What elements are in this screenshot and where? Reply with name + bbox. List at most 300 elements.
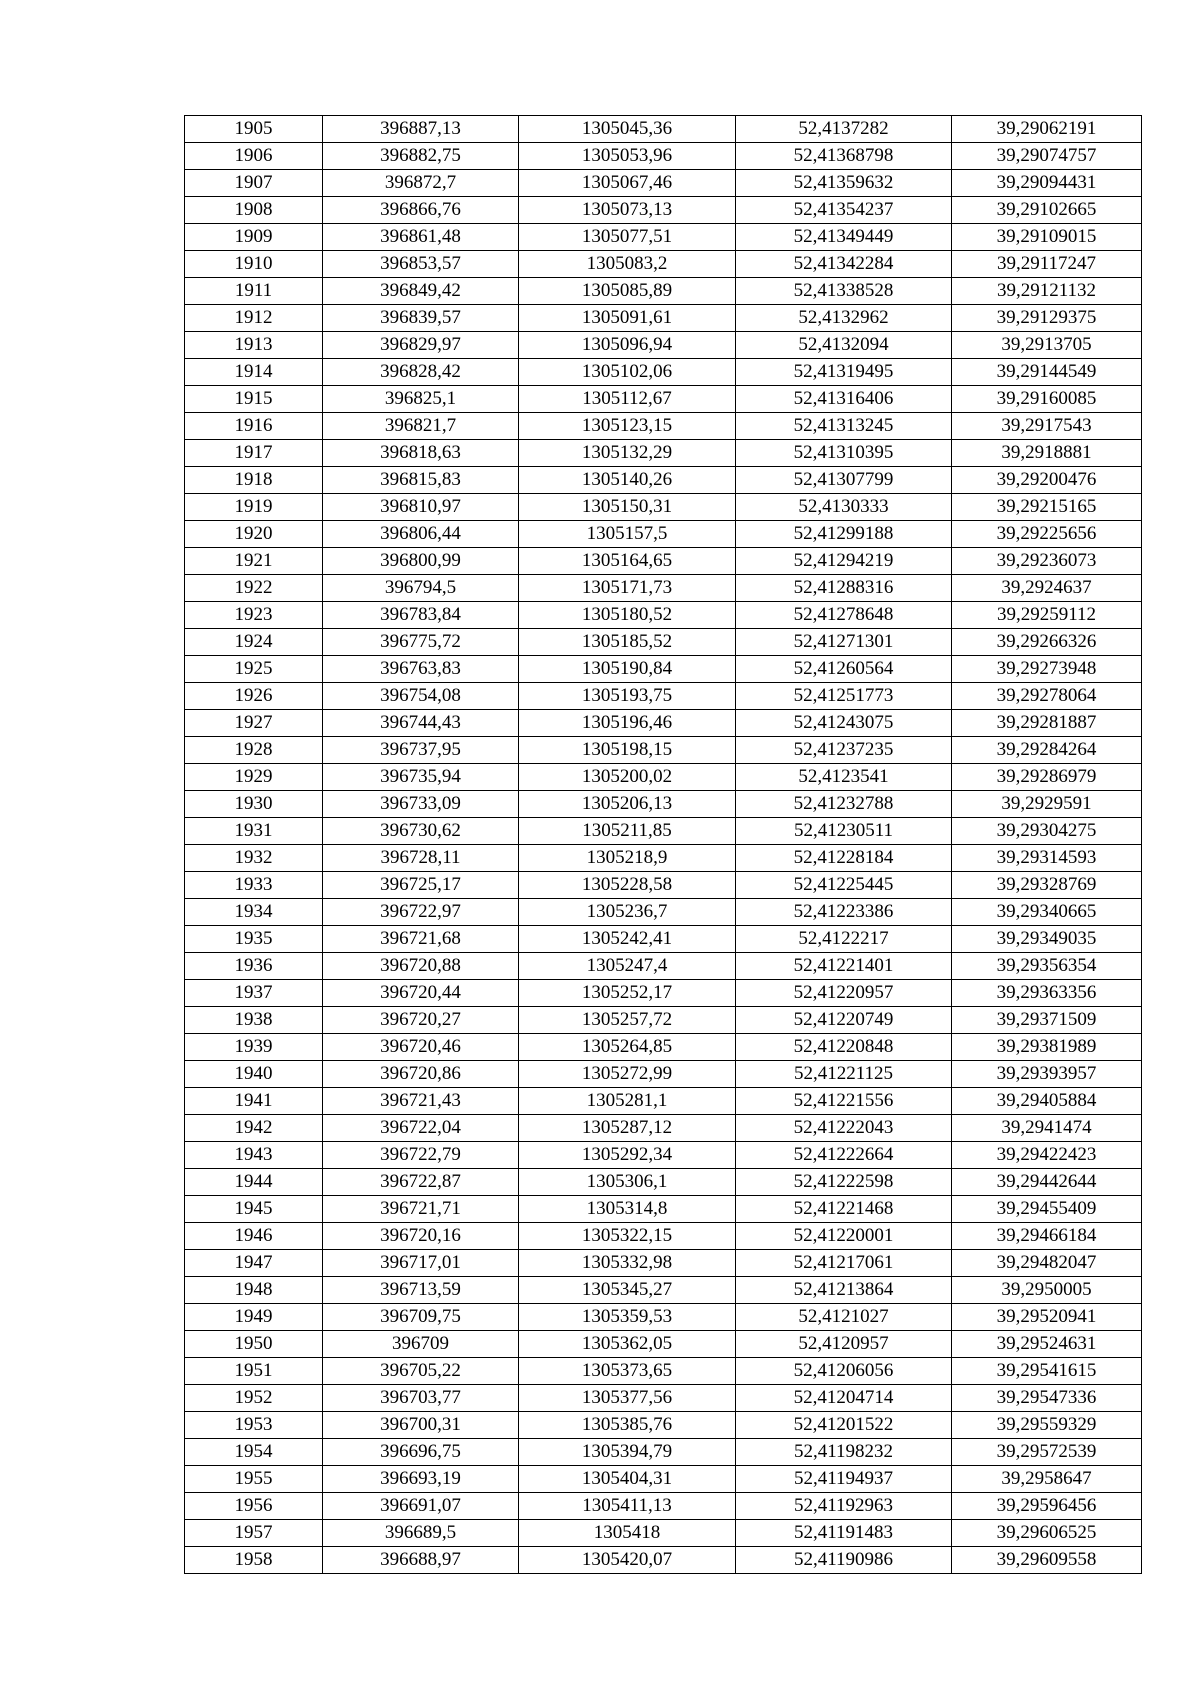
point-number-cell: 1924 <box>185 629 323 656</box>
point-number-cell: 1936 <box>185 953 323 980</box>
latitude-cell: 52,41225445 <box>736 872 952 899</box>
x-coordinate-cell: 396821,7 <box>323 413 519 440</box>
longitude-cell: 39,29422423 <box>952 1142 1142 1169</box>
longitude-cell: 39,29094431 <box>952 170 1142 197</box>
longitude-cell: 39,29393957 <box>952 1061 1142 1088</box>
latitude-cell: 52,41222043 <box>736 1115 952 1142</box>
y-coordinate-cell: 1305112,67 <box>519 386 736 413</box>
x-coordinate-cell: 396754,08 <box>323 683 519 710</box>
x-coordinate-cell: 396725,17 <box>323 872 519 899</box>
latitude-cell: 52,41271301 <box>736 629 952 656</box>
x-coordinate-cell: 396829,97 <box>323 332 519 359</box>
point-number-cell: 1927 <box>185 710 323 737</box>
x-coordinate-cell: 396810,97 <box>323 494 519 521</box>
longitude-cell: 39,29144549 <box>952 359 1142 386</box>
point-number-cell: 1934 <box>185 899 323 926</box>
table-row <box>185 197 1142 224</box>
point-number-cell: 1957 <box>185 1520 323 1547</box>
latitude-cell: 52,41230511 <box>736 818 952 845</box>
x-coordinate-cell: 396709,75 <box>323 1304 519 1331</box>
y-coordinate-cell: 1305083,2 <box>519 251 736 278</box>
y-coordinate-cell: 1305314,8 <box>519 1196 736 1223</box>
point-number-cell: 1918 <box>185 467 323 494</box>
table-row <box>185 1142 1142 1169</box>
x-coordinate-cell: 396744,43 <box>323 710 519 737</box>
point-number-cell: 1948 <box>185 1277 323 1304</box>
point-number-cell: 1946 <box>185 1223 323 1250</box>
y-coordinate-cell: 1305190,84 <box>519 656 736 683</box>
longitude-cell: 39,2929591 <box>952 791 1142 818</box>
longitude-cell: 39,29340665 <box>952 899 1142 926</box>
table-row <box>185 413 1142 440</box>
latitude-cell: 52,41278648 <box>736 602 952 629</box>
y-coordinate-cell: 1305242,41 <box>519 926 736 953</box>
longitude-cell: 39,29281887 <box>952 710 1142 737</box>
longitude-cell: 39,29102665 <box>952 197 1142 224</box>
table-row <box>185 1169 1142 1196</box>
x-coordinate-cell: 396722,04 <box>323 1115 519 1142</box>
x-coordinate-cell: 396722,79 <box>323 1142 519 1169</box>
x-coordinate-cell: 396839,57 <box>323 305 519 332</box>
table-row <box>185 980 1142 1007</box>
longitude-cell: 39,29547336 <box>952 1385 1142 1412</box>
table-row <box>185 1196 1142 1223</box>
x-coordinate-cell: 396733,09 <box>323 791 519 818</box>
table-row <box>185 1412 1142 1439</box>
x-coordinate-cell: 396849,42 <box>323 278 519 305</box>
longitude-cell: 39,29609558 <box>952 1547 1142 1574</box>
longitude-cell: 39,29278064 <box>952 683 1142 710</box>
latitude-cell: 52,41194937 <box>736 1466 952 1493</box>
x-coordinate-cell: 396709 <box>323 1331 519 1358</box>
longitude-cell: 39,29442644 <box>952 1169 1142 1196</box>
x-coordinate-cell: 396688,97 <box>323 1547 519 1574</box>
latitude-cell: 52,4132962 <box>736 305 952 332</box>
y-coordinate-cell: 1305171,73 <box>519 575 736 602</box>
point-number-cell: 1908 <box>185 197 323 224</box>
point-number-cell: 1929 <box>185 764 323 791</box>
latitude-cell: 52,41243075 <box>736 710 952 737</box>
longitude-cell: 39,29520941 <box>952 1304 1142 1331</box>
table-row <box>185 710 1142 737</box>
x-coordinate-cell: 396828,42 <box>323 359 519 386</box>
y-coordinate-cell: 1305247,4 <box>519 953 736 980</box>
table-row <box>185 494 1142 521</box>
x-coordinate-cell: 396720,46 <box>323 1034 519 1061</box>
table-row <box>185 1223 1142 1250</box>
table-row <box>185 1088 1142 1115</box>
point-number-cell: 1917 <box>185 440 323 467</box>
x-coordinate-cell: 396815,83 <box>323 467 519 494</box>
y-coordinate-cell: 1305322,15 <box>519 1223 736 1250</box>
point-number-cell: 1937 <box>185 980 323 1007</box>
table-row <box>185 1385 1142 1412</box>
y-coordinate-cell: 1305140,26 <box>519 467 736 494</box>
x-coordinate-cell: 396818,63 <box>323 440 519 467</box>
x-coordinate-cell: 396730,62 <box>323 818 519 845</box>
latitude-cell: 52,41198232 <box>736 1439 952 1466</box>
latitude-cell: 52,41190986 <box>736 1547 952 1574</box>
point-number-cell: 1939 <box>185 1034 323 1061</box>
x-coordinate-cell: 396720,88 <box>323 953 519 980</box>
longitude-cell: 39,2941474 <box>952 1115 1142 1142</box>
latitude-cell: 52,41319495 <box>736 359 952 386</box>
latitude-cell: 52,41223386 <box>736 899 952 926</box>
x-coordinate-cell: 396861,48 <box>323 224 519 251</box>
y-coordinate-cell: 1305067,46 <box>519 170 736 197</box>
y-coordinate-cell: 1305102,06 <box>519 359 736 386</box>
longitude-cell: 39,29482047 <box>952 1250 1142 1277</box>
table-row <box>185 683 1142 710</box>
latitude-cell: 52,41237235 <box>736 737 952 764</box>
longitude-cell: 39,29215165 <box>952 494 1142 521</box>
latitude-cell: 52,4120957 <box>736 1331 952 1358</box>
latitude-cell: 52,41204714 <box>736 1385 952 1412</box>
point-number-cell: 1951 <box>185 1358 323 1385</box>
latitude-cell: 52,41232788 <box>736 791 952 818</box>
table-row <box>185 440 1142 467</box>
point-number-cell: 1932 <box>185 845 323 872</box>
table-row <box>185 224 1142 251</box>
longitude-cell: 39,29286979 <box>952 764 1142 791</box>
table-row <box>185 845 1142 872</box>
longitude-cell: 39,29328769 <box>952 872 1142 899</box>
y-coordinate-cell: 1305196,46 <box>519 710 736 737</box>
longitude-cell: 39,2958647 <box>952 1466 1142 1493</box>
longitude-cell: 39,29236073 <box>952 548 1142 575</box>
longitude-cell: 39,29304275 <box>952 818 1142 845</box>
longitude-cell: 39,29273948 <box>952 656 1142 683</box>
y-coordinate-cell: 1305218,9 <box>519 845 736 872</box>
table-row <box>185 818 1142 845</box>
y-coordinate-cell: 1305411,13 <box>519 1493 736 1520</box>
table-row <box>185 1250 1142 1277</box>
table-row <box>185 899 1142 926</box>
longitude-cell: 39,29266326 <box>952 629 1142 656</box>
longitude-cell: 39,29349035 <box>952 926 1142 953</box>
longitude-cell: 39,2918881 <box>952 440 1142 467</box>
latitude-cell: 52,41342284 <box>736 251 952 278</box>
table-row <box>185 1466 1142 1493</box>
longitude-cell: 39,29381989 <box>952 1034 1142 1061</box>
point-number-cell: 1954 <box>185 1439 323 1466</box>
table-row <box>185 656 1142 683</box>
point-number-cell: 1952 <box>185 1385 323 1412</box>
latitude-cell: 52,41294219 <box>736 548 952 575</box>
longitude-cell: 39,29466184 <box>952 1223 1142 1250</box>
x-coordinate-cell: 396700,31 <box>323 1412 519 1439</box>
table-row <box>185 1061 1142 1088</box>
latitude-cell: 52,41221556 <box>736 1088 952 1115</box>
y-coordinate-cell: 1305345,27 <box>519 1277 736 1304</box>
table-row <box>185 1277 1142 1304</box>
table-row <box>185 1304 1142 1331</box>
point-number-cell: 1931 <box>185 818 323 845</box>
latitude-cell: 52,41359632 <box>736 170 952 197</box>
table-row <box>185 386 1142 413</box>
latitude-cell: 52,41307799 <box>736 467 952 494</box>
y-coordinate-cell: 1305281,1 <box>519 1088 736 1115</box>
point-number-cell: 1942 <box>185 1115 323 1142</box>
longitude-cell: 39,29314593 <box>952 845 1142 872</box>
y-coordinate-cell: 1305377,56 <box>519 1385 736 1412</box>
x-coordinate-cell: 396872,7 <box>323 170 519 197</box>
y-coordinate-cell: 1305085,89 <box>519 278 736 305</box>
latitude-cell: 52,41220957 <box>736 980 952 1007</box>
latitude-cell: 52,41299188 <box>736 521 952 548</box>
longitude-cell: 39,29596456 <box>952 1493 1142 1520</box>
point-number-cell: 1907 <box>185 170 323 197</box>
table-row <box>185 1493 1142 1520</box>
table-row <box>185 521 1142 548</box>
latitude-cell: 52,41368798 <box>736 143 952 170</box>
longitude-cell: 39,29572539 <box>952 1439 1142 1466</box>
x-coordinate-cell: 396735,94 <box>323 764 519 791</box>
point-number-cell: 1941 <box>185 1088 323 1115</box>
y-coordinate-cell: 1305198,15 <box>519 737 736 764</box>
latitude-cell: 52,4121027 <box>736 1304 952 1331</box>
y-coordinate-cell: 1305211,85 <box>519 818 736 845</box>
y-coordinate-cell: 1305418 <box>519 1520 736 1547</box>
table-row <box>185 116 1142 143</box>
latitude-cell: 52,41206056 <box>736 1358 952 1385</box>
longitude-cell: 39,29259112 <box>952 602 1142 629</box>
x-coordinate-cell: 396705,22 <box>323 1358 519 1385</box>
x-coordinate-cell: 396720,44 <box>323 980 519 1007</box>
point-number-cell: 1930 <box>185 791 323 818</box>
x-coordinate-cell: 396800,99 <box>323 548 519 575</box>
table-row <box>185 251 1142 278</box>
table-row <box>185 953 1142 980</box>
latitude-cell: 52,41316406 <box>736 386 952 413</box>
latitude-cell: 52,41338528 <box>736 278 952 305</box>
x-coordinate-cell: 396717,01 <box>323 1250 519 1277</box>
y-coordinate-cell: 1305362,05 <box>519 1331 736 1358</box>
y-coordinate-cell: 1305264,85 <box>519 1034 736 1061</box>
x-coordinate-cell: 396721,71 <box>323 1196 519 1223</box>
y-coordinate-cell: 1305045,36 <box>519 116 736 143</box>
x-coordinate-cell: 396794,5 <box>323 575 519 602</box>
longitude-cell: 39,29606525 <box>952 1520 1142 1547</box>
x-coordinate-cell: 396720,16 <box>323 1223 519 1250</box>
latitude-cell: 52,41201522 <box>736 1412 952 1439</box>
y-coordinate-cell: 1305332,98 <box>519 1250 736 1277</box>
point-number-cell: 1909 <box>185 224 323 251</box>
latitude-cell: 52,41251773 <box>736 683 952 710</box>
y-coordinate-cell: 1305373,65 <box>519 1358 736 1385</box>
latitude-cell: 52,41228184 <box>736 845 952 872</box>
point-number-cell: 1925 <box>185 656 323 683</box>
longitude-cell: 39,29109015 <box>952 224 1142 251</box>
latitude-cell: 52,41220749 <box>736 1007 952 1034</box>
x-coordinate-cell: 396722,87 <box>323 1169 519 1196</box>
y-coordinate-cell: 1305228,58 <box>519 872 736 899</box>
table-row <box>185 305 1142 332</box>
x-coordinate-cell: 396775,72 <box>323 629 519 656</box>
table-row <box>185 143 1142 170</box>
table-row <box>185 359 1142 386</box>
latitude-cell: 52,41222664 <box>736 1142 952 1169</box>
table-row <box>185 332 1142 359</box>
table-row <box>185 1331 1142 1358</box>
point-number-cell: 1953 <box>185 1412 323 1439</box>
y-coordinate-cell: 1305164,65 <box>519 548 736 575</box>
point-number-cell: 1950 <box>185 1331 323 1358</box>
longitude-cell: 39,29455409 <box>952 1196 1142 1223</box>
table-row <box>185 278 1142 305</box>
longitude-cell: 39,29121132 <box>952 278 1142 305</box>
y-coordinate-cell: 1305306,1 <box>519 1169 736 1196</box>
point-number-cell: 1911 <box>185 278 323 305</box>
y-coordinate-cell: 1305185,52 <box>519 629 736 656</box>
x-coordinate-cell: 396693,19 <box>323 1466 519 1493</box>
y-coordinate-cell: 1305257,72 <box>519 1007 736 1034</box>
y-coordinate-cell: 1305292,34 <box>519 1142 736 1169</box>
table-row <box>185 1007 1142 1034</box>
point-number-cell: 1940 <box>185 1061 323 1088</box>
x-coordinate-cell: 396721,68 <box>323 926 519 953</box>
longitude-cell: 39,29559329 <box>952 1412 1142 1439</box>
latitude-cell: 52,41220848 <box>736 1034 952 1061</box>
y-coordinate-cell: 1305385,76 <box>519 1412 736 1439</box>
point-number-cell: 1915 <box>185 386 323 413</box>
latitude-cell: 52,41260564 <box>736 656 952 683</box>
y-coordinate-cell: 1305157,5 <box>519 521 736 548</box>
y-coordinate-cell: 1305150,31 <box>519 494 736 521</box>
longitude-cell: 39,29363356 <box>952 980 1142 1007</box>
latitude-cell: 52,41221468 <box>736 1196 952 1223</box>
point-number-cell: 1938 <box>185 1007 323 1034</box>
x-coordinate-cell: 396721,43 <box>323 1088 519 1115</box>
longitude-cell: 39,29541615 <box>952 1358 1142 1385</box>
longitude-cell: 39,2913705 <box>952 332 1142 359</box>
point-number-cell: 1956 <box>185 1493 323 1520</box>
latitude-cell: 52,41213864 <box>736 1277 952 1304</box>
x-coordinate-cell: 396866,76 <box>323 197 519 224</box>
x-coordinate-cell: 396713,59 <box>323 1277 519 1304</box>
table-row <box>185 629 1142 656</box>
longitude-cell: 39,29074757 <box>952 143 1142 170</box>
point-number-cell: 1905 <box>185 116 323 143</box>
longitude-cell: 39,2950005 <box>952 1277 1142 1304</box>
y-coordinate-cell: 1305132,29 <box>519 440 736 467</box>
y-coordinate-cell: 1305420,07 <box>519 1547 736 1574</box>
x-coordinate-cell: 396703,77 <box>323 1385 519 1412</box>
latitude-cell: 52,41310395 <box>736 440 952 467</box>
point-number-cell: 1910 <box>185 251 323 278</box>
longitude-cell: 39,29405884 <box>952 1088 1142 1115</box>
point-number-cell: 1933 <box>185 872 323 899</box>
longitude-cell: 39,29284264 <box>952 737 1142 764</box>
table-row <box>185 467 1142 494</box>
x-coordinate-cell: 396728,11 <box>323 845 519 872</box>
table-row <box>185 926 1142 953</box>
x-coordinate-cell: 396737,95 <box>323 737 519 764</box>
point-number-cell: 1928 <box>185 737 323 764</box>
x-coordinate-cell: 396853,57 <box>323 251 519 278</box>
latitude-cell: 52,41221401 <box>736 953 952 980</box>
table-row <box>185 872 1142 899</box>
x-coordinate-cell: 396806,44 <box>323 521 519 548</box>
y-coordinate-cell: 1305193,75 <box>519 683 736 710</box>
table-row <box>185 1358 1142 1385</box>
table-row <box>185 1439 1142 1466</box>
point-number-cell: 1912 <box>185 305 323 332</box>
point-number-cell: 1947 <box>185 1250 323 1277</box>
longitude-cell: 39,29524631 <box>952 1331 1142 1358</box>
y-coordinate-cell: 1305236,7 <box>519 899 736 926</box>
longitude-cell: 39,29225656 <box>952 521 1142 548</box>
y-coordinate-cell: 1305404,31 <box>519 1466 736 1493</box>
point-number-cell: 1955 <box>185 1466 323 1493</box>
table-row <box>185 791 1142 818</box>
point-number-cell: 1914 <box>185 359 323 386</box>
y-coordinate-cell: 1305272,99 <box>519 1061 736 1088</box>
longitude-cell: 39,2924637 <box>952 575 1142 602</box>
coordinates-table-body <box>185 116 1142 1574</box>
point-number-cell: 1958 <box>185 1547 323 1574</box>
x-coordinate-cell: 396720,27 <box>323 1007 519 1034</box>
x-coordinate-cell: 396783,84 <box>323 602 519 629</box>
longitude-cell: 39,2917543 <box>952 413 1142 440</box>
longitude-cell: 39,29160085 <box>952 386 1142 413</box>
point-number-cell: 1922 <box>185 575 323 602</box>
point-number-cell: 1945 <box>185 1196 323 1223</box>
table-row <box>185 170 1142 197</box>
x-coordinate-cell: 396691,07 <box>323 1493 519 1520</box>
table-row <box>185 548 1142 575</box>
latitude-cell: 52,41192963 <box>736 1493 952 1520</box>
y-coordinate-cell: 1305252,17 <box>519 980 736 1007</box>
y-coordinate-cell: 1305123,15 <box>519 413 736 440</box>
point-number-cell: 1920 <box>185 521 323 548</box>
point-number-cell: 1916 <box>185 413 323 440</box>
y-coordinate-cell: 1305180,52 <box>519 602 736 629</box>
point-number-cell: 1913 <box>185 332 323 359</box>
point-number-cell: 1923 <box>185 602 323 629</box>
x-coordinate-cell: 396882,75 <box>323 143 519 170</box>
latitude-cell: 52,41313245 <box>736 413 952 440</box>
x-coordinate-cell: 396825,1 <box>323 386 519 413</box>
y-coordinate-cell: 1305200,02 <box>519 764 736 791</box>
point-number-cell: 1921 <box>185 548 323 575</box>
y-coordinate-cell: 1305073,13 <box>519 197 736 224</box>
y-coordinate-cell: 1305394,79 <box>519 1439 736 1466</box>
longitude-cell: 39,29129375 <box>952 305 1142 332</box>
table-row <box>185 1520 1142 1547</box>
table-row <box>185 602 1142 629</box>
point-number-cell: 1926 <box>185 683 323 710</box>
latitude-cell: 52,4132094 <box>736 332 952 359</box>
point-number-cell: 1906 <box>185 143 323 170</box>
x-coordinate-cell: 396689,5 <box>323 1520 519 1547</box>
table-row <box>185 737 1142 764</box>
latitude-cell: 52,41217061 <box>736 1250 952 1277</box>
x-coordinate-cell: 396887,13 <box>323 116 519 143</box>
longitude-cell: 39,29356354 <box>952 953 1142 980</box>
x-coordinate-cell: 396696,75 <box>323 1439 519 1466</box>
point-number-cell: 1919 <box>185 494 323 521</box>
latitude-cell: 52,41354237 <box>736 197 952 224</box>
longitude-cell: 39,29200476 <box>952 467 1142 494</box>
latitude-cell: 52,4123541 <box>736 764 952 791</box>
table-row <box>185 1115 1142 1142</box>
latitude-cell: 52,41222598 <box>736 1169 952 1196</box>
point-number-cell: 1944 <box>185 1169 323 1196</box>
y-coordinate-cell: 1305359,53 <box>519 1304 736 1331</box>
y-coordinate-cell: 1305091,61 <box>519 305 736 332</box>
y-coordinate-cell: 1305053,96 <box>519 143 736 170</box>
